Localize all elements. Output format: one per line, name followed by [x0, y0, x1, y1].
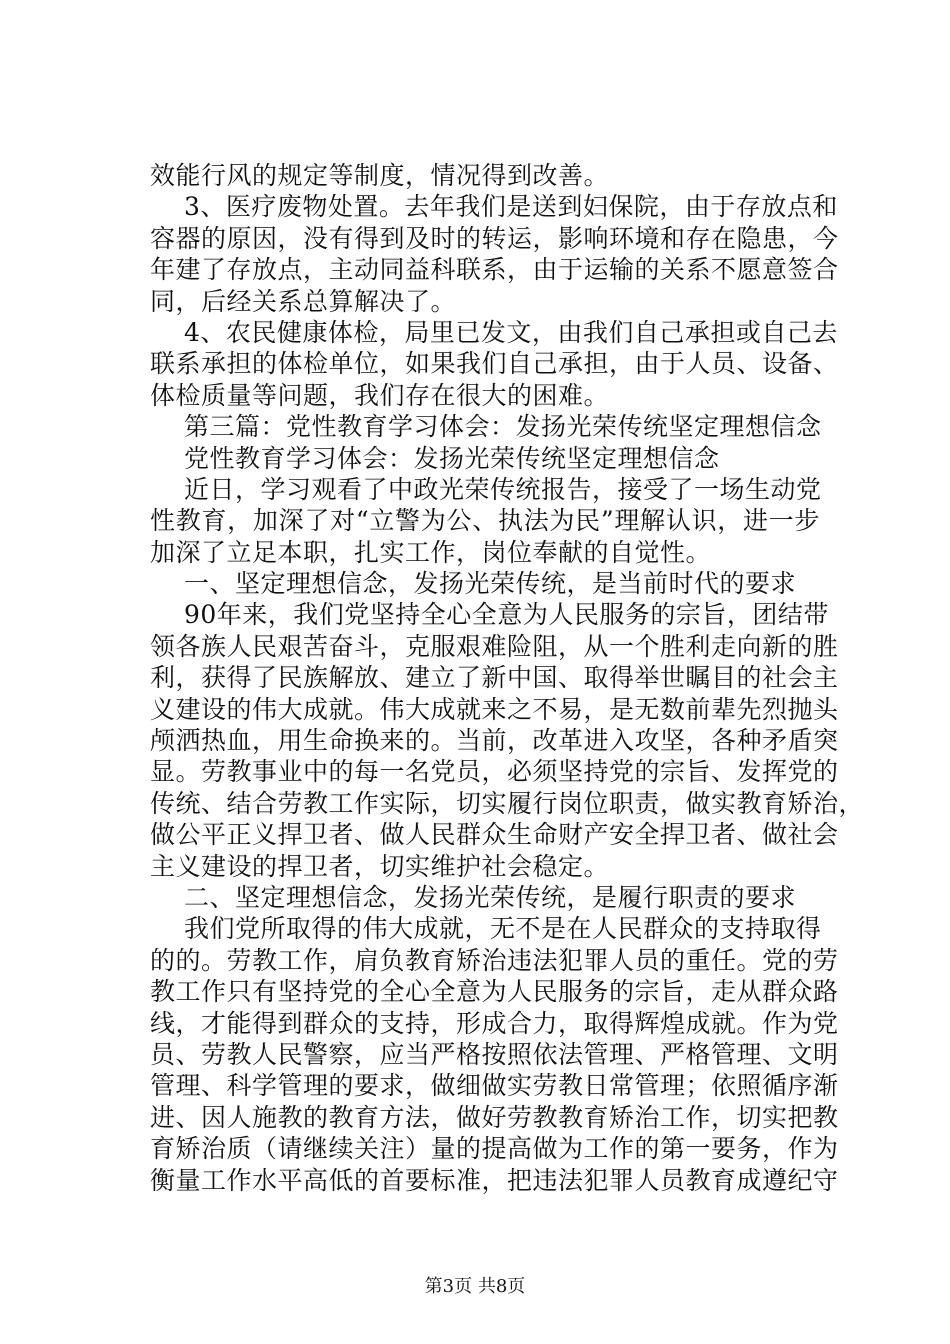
text-line: 4、农民健康体检，局里已发文，由我们自己承担或自己去 — [184, 317, 838, 347]
text-line: 近日，学习观看了中政光荣传统报告，接受了一场生动党 — [184, 474, 822, 504]
text-line: 联系承担的体检单位，如果我们自己承担，由于人员、设备、 — [150, 349, 839, 379]
text-line: 年建了存放点，主动同益科联系，由于运输的关系不愿意签合 — [150, 255, 839, 285]
text-line: 进、因人施教的教育方法，做好劳教教育矫治工作，切实把教 — [150, 1102, 839, 1132]
text-line: 效能行风的规定等制度，情况得到改善。 — [150, 161, 610, 190]
text-line: 二、坚定理想信念，发扬光荣传统，是履行职责的要求 — [184, 882, 797, 912]
text-line: 容器的原因，没有得到及时的转运，影响环境和存在隐患，今 — [150, 223, 839, 253]
text-line: 义建设的伟大成就。伟大成就来之不易，是无数前辈先烈抛头 — [150, 694, 839, 724]
text-line: 领各族人民艰苦奋斗，克服艰难险阻，从一个胜利走向新的胜 — [150, 631, 839, 661]
text-line: 加深了立足本职，扎实工作，岗位奉献的自觉性。 — [150, 537, 712, 567]
text-line: 体检质量等问题，我们存在很大的困难。 — [150, 380, 610, 410]
text-line: 性教育，加深了对“立警为公、执法为民”理解认识，进一步 — [150, 506, 820, 536]
text-line: 线，才能得到群众的支持，形成合力，取得辉煌成就。作为党 — [150, 1008, 839, 1038]
text-line: 育矫治质（请继续关注）量的提高做为工作的第一要务，作为 — [150, 1134, 839, 1164]
text-line: 传统、结合劳教工作实际，切实履行岗位职责，做实教育矫治， — [150, 788, 865, 818]
text-line: 一、坚定理想信念，发扬光荣传统，是当前时代的要求 — [184, 569, 797, 599]
page-footer: 第3页 共8页 — [424, 1276, 526, 1297]
text-line: 利，获得了民族解放、建立了新中国、取得举世瞩目的社会主 — [150, 663, 839, 693]
text-line: 主义建设的捍卫者，切实维护社会稳定。 — [150, 851, 610, 881]
text-line: 我们党所取得的伟大成就，无不是在人民群众的支持取得 — [184, 914, 822, 944]
text-line: 3、医疗废物处置。去年我们是送到妇保院，由于存放点和 — [184, 192, 838, 222]
text-line: 员、劳教人民警察，应当严格按照依法管理、严格管理、文明 — [150, 1039, 839, 1069]
text-line: 显。劳教事业中的每一名党员，必须坚持党的宗旨、发挥党的 — [150, 757, 839, 787]
text-line: 的的。劳教工作，肩负教育矫治违法犯罪人员的重任。党的劳 — [150, 945, 839, 975]
text-line: 同，后经关系总算解决了。 — [150, 286, 457, 316]
text-line: 做公平正义捍卫者、做人民群众生命财产安全捍卫者、做社会 — [150, 820, 839, 850]
text-line: 教工作只有坚持党的全心全意为人民服务的宗旨，走从群众路 — [150, 977, 839, 1007]
text-line: 颅洒热血，用生命换来的。当前，改革进入攻坚，各种矛盾突 — [150, 726, 839, 756]
text-line: 管理、科学管理的要求，做细做实劳教日常管理；依照循序渐 — [150, 1071, 839, 1101]
text-line: 衡量工作水平高低的首要标准，把违法犯罪人员教育成遵纪守 — [150, 1165, 839, 1195]
text-line: 第三篇：党性教育学习体会：发扬光荣传统坚定理想信念 — [184, 412, 822, 442]
text-line: 党性教育学习体会：发扬光荣传统坚定理想信念 — [184, 443, 720, 473]
document-body — [150, 160, 865, 1196]
text-line: 90年来，我们党坚持全心全意为人民服务的宗旨，团结带 — [184, 600, 829, 630]
